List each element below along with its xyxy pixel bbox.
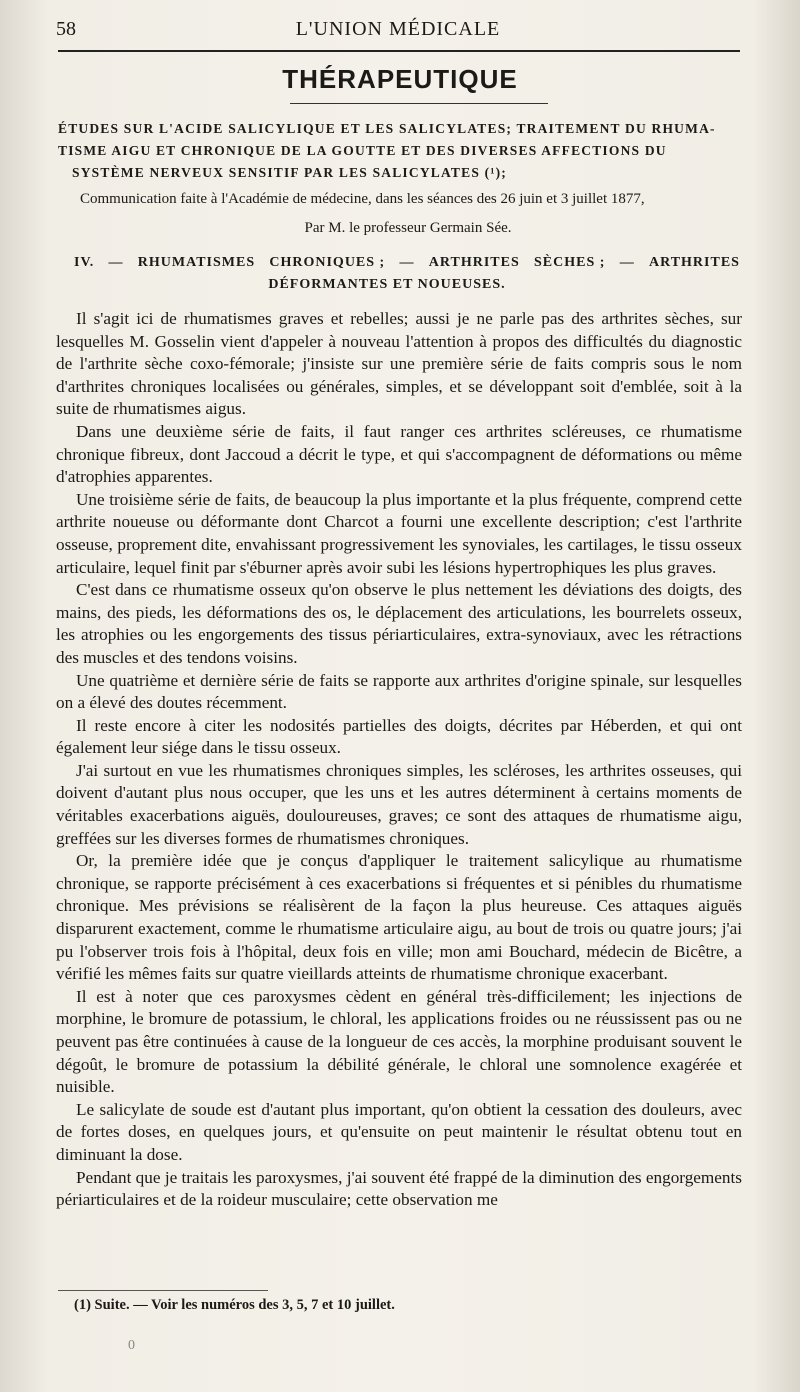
communication-note: Communication faite à l'Académie de médecine, dans les séances des 26 juin et 3 juillet 1877, (80, 191, 645, 207)
article-body (56, 308, 742, 1212)
journal-title: L'UNION MÉDICALE (295, 18, 501, 40)
footnote: (1) Suite. — Voir les numéros des 3, 5, 7 et 10 juillet. (74, 1297, 395, 1313)
paragraph: Pendant que je traitais les paroxysmes, j'ai souvent été frappé de la diminution des engorgements périarticulaires et de la roideur musculaire; cette observation me (56, 1167, 742, 1210)
page-number: 58 (56, 18, 76, 40)
page-header (56, 18, 740, 44)
chapter-heading (74, 252, 740, 296)
article-title-line: TISME AIGU ET CHRONIQUE DE LA GOUTTE ET DES DIVERSES AFFECTIONS DU (58, 143, 667, 158)
chapter-word: ARTHRITES (428, 255, 520, 270)
chapter-word: — (619, 255, 635, 270)
paragraph: C'est dans ce rhumatisme osseux qu'on observe le plus nettement les déviations des doigts, des mains, des pieds, les déformations des os, le déplacement des articulations, les bourrelets osseux, les atrophies ou les engorgements des tissus périarticulaires, extra-synoviaux, avec les rétractions des muscles et des tendons voisins. (56, 580, 742, 667)
title-rule (290, 103, 548, 104)
chapter-heading-line-1 (74, 252, 740, 274)
article-title-line: ÉTUDES SUR L'ACIDE SALICYLIQUE ET LES SALICYLATES; TRAITEMENT DU RHUMA- (58, 121, 716, 136)
paragraph: Une quatrième et dernière série de faits se rapporte aux arthrites d'origine spinale, sur lesquelles on a élevé des doutes récemment. (56, 670, 742, 713)
paragraph: Dans une deuxième série de faits, il faut ranger ces arthrites scléreuses, ce rhumatisme chronique fibreux, dont Jaccoud a décrit le type, et qui s'accompagnent de déformations ou même d'atrophies apparentes. (56, 421, 742, 487)
chapter-word: SÈCHES ; (534, 255, 606, 270)
section-title: THÉRAPEUTIQUE (282, 64, 518, 94)
header-rule (58, 50, 740, 52)
chapter-word: — (108, 255, 124, 270)
chapter-word: IV. (74, 255, 95, 270)
chapter-word: CHRONIQUES ; (269, 255, 386, 270)
author-line: Par M. le professeur Germain Sée. (304, 220, 512, 236)
chapter-word: RHUMATISMES (137, 255, 256, 270)
paragraph: J'ai surtout en vue les rhumatismes chroniques simples, les scléroses, les arthrites osseuses, qui doivent d'autant plus nous occuper, que les uns et les autres déterminent à certains moments de véritables exacerbations aiguës, douloureuses, graves; ce sont des attaques de rhumatisme aigu, greffées sur les diverses formes de rhumatismes chroniques. (56, 760, 742, 848)
paragraph: Il reste encore à citer les nodosités partielles des doigts, décrites par Héberden, et qui ont également leur siége dans le tissu osseux. (56, 715, 742, 758)
chapter-word: ARTHRITES (648, 255, 740, 270)
footnote-rule (58, 1290, 268, 1291)
paragraph: Il s'agit ici de rhumatismes graves et rebelles; aussi je ne parle pas des arthrites sèches, sur lesquelles M. Gosselin vient d'appeler à nouveau l'attention à propos des difficultés du diagnostic de l'arthrite sèche coxo-fémorale; j'insiste sur une première série de faits compris sous le nom d'arthrites chroniques localisées ou générales, simples, et se développant soit d'emblée, soit à la suite de rhumatismes aigus. (56, 309, 742, 419)
chapter-word: — (399, 255, 415, 270)
paragraph: Le salicylate de soude est d'autant plus important, qu'on obtient la cessation des douleurs, avec de fortes doses, en quelques jours, et qu'ensuite on peut maintenir le résultat obtenu tout en diminuant la dose. (56, 1099, 742, 1164)
paragraph: Une troisième série de faits, de beaucoup la plus importante et la plus fréquente, comprend cette arthrite noueuse ou déformante dont Charcot a fourni une excellente description; c'est l'arthrite osseuse, proprement dite, envahissant progressivement les synoviales, les cartilages, le tissu osseux articulaire, lequel finit par s'éburner après avoir subi les lésions hypertrophiques les plus graves. (56, 489, 742, 577)
paragraph: Or, la première idée que je conçus d'appliquer le traitement salicylique au rhumatisme chronique, se rapporte précisément à ces exacerbations si fréquentes et si pénibles du rhumatisme chronique. Mes prévisions se réalisèrent de la façon la plus heureuse. Ces attaques aiguës disparurent exactement, comme le rhumatisme articulaire aigu, au bout de trois ou quatre jours; j'ai pu l'observer trois fois à l'hôpital, deux fois en ville; mon ami Bouchard, médecin de Bicêtre, a vérifié les mêmes faits sur quatre vieillards atteints de rhumatisme chronique exacerbant. (56, 851, 742, 984)
article-title-line: SYSTÈME NERVEUX SENSITIF PAR LES SALICYLATES (¹); (72, 165, 507, 180)
article-title (58, 118, 740, 184)
chapter-heading-line-2: DÉFORMANTES ET NOUEUSES. (268, 277, 506, 292)
page-mark: 0 (128, 1338, 135, 1353)
paragraph: Il est à noter que ces paroxysmes cèdent en général très-difficilement; les injections de morphine, le bromure de potassium, le chloral, les applications froides ou ne réussissent pas ou ne peuvent pas être continuées à cause de la longueur de ces accès, la morphine produisant souvent le dégoût, le bromure de potassium la débilité générale, le chloral une somnolence exagérée et nuisible. (56, 986, 742, 1097)
